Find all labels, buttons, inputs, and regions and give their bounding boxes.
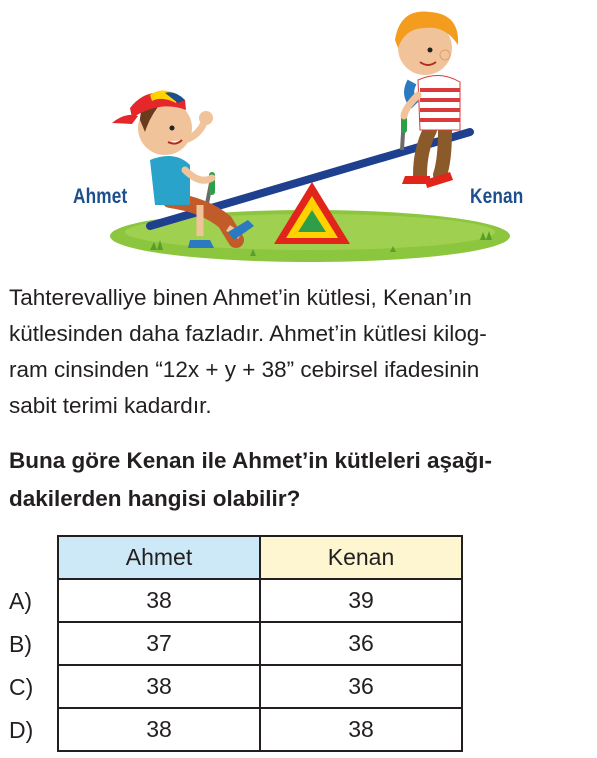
cell-ahmet: 38 <box>58 665 260 708</box>
label-ahmet: Ahmet <box>73 185 128 208</box>
table-row[interactable] <box>58 708 462 751</box>
header-ahmet: Ahmet <box>58 536 260 579</box>
cell-kenan: 36 <box>260 622 462 665</box>
table-row[interactable] <box>58 622 462 665</box>
option-label-c[interactable]: C) <box>9 674 34 700</box>
cell-kenan: 38 <box>260 708 462 751</box>
prompt-line: Buna göre Kenan ile Ahmet’in kütleleri aşağı- <box>9 448 493 473</box>
cell-kenan: 36 <box>260 665 462 708</box>
header-kenan: Kenan <box>260 536 462 579</box>
question-line: sabit terimi kadardır. <box>9 393 212 418</box>
option-label-d[interactable]: D) <box>9 717 34 743</box>
cell-ahmet: 38 <box>58 708 260 751</box>
question-line: kütlesinden daha fazladır. Ahmet’in kütlesi kilog- <box>9 321 487 346</box>
option-label-b[interactable]: B) <box>9 631 32 657</box>
question-text <box>9 280 589 424</box>
prompt-line: dakilerden hangisi olabilir? <box>9 486 301 511</box>
boy-right-icon <box>395 12 460 188</box>
table-row[interactable] <box>58 579 462 622</box>
cell-kenan: 39 <box>260 579 462 622</box>
cell-ahmet: 38 <box>58 579 260 622</box>
label-kenan: Kenan <box>470 185 524 208</box>
table-header-row <box>58 536 462 579</box>
table-row[interactable] <box>58 665 462 708</box>
question-prompt <box>9 442 589 518</box>
option-label-a[interactable]: A) <box>9 588 32 614</box>
question-line: Tahterevalliye binen Ahmet’in kütlesi, Kenan’ın <box>9 285 472 310</box>
seesaw-illustration <box>0 0 597 270</box>
question-line: ram cinsinden “12x + y + 38” cebirsel ifadesinin <box>9 357 480 382</box>
answer-table <box>57 535 463 752</box>
cell-ahmet: 37 <box>58 622 260 665</box>
